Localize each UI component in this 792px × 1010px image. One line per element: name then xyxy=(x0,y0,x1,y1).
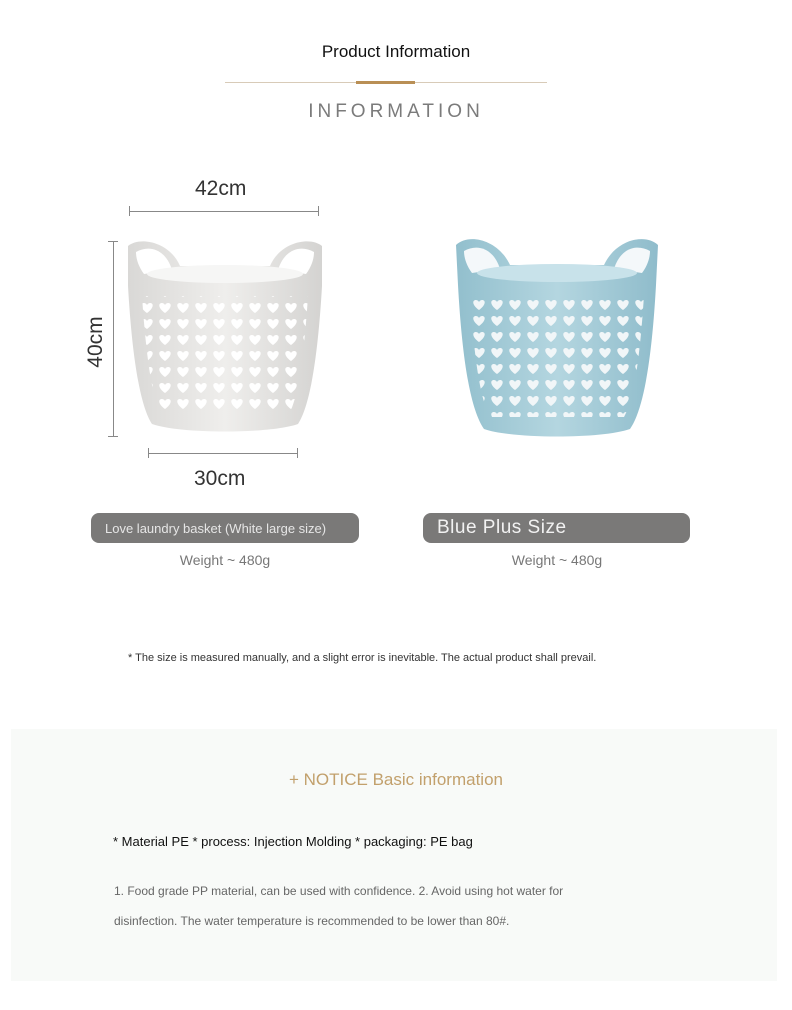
section-subtitle: INFORMATION xyxy=(308,101,484,122)
bottom-width-tick-right xyxy=(297,448,298,458)
size-disclaimer: * The size is measured manually, and a slight error is inevitable. The actual product shall prevail. xyxy=(128,652,597,664)
weight-white: Weight ~ 480g xyxy=(179,552,271,568)
notice-panel xyxy=(11,729,777,981)
bottom-width-line xyxy=(148,453,297,454)
product-name-white: Love laundry basket (White large size) xyxy=(91,513,359,543)
title-divider-accent xyxy=(356,81,415,84)
blue-basket-image xyxy=(452,233,662,439)
bottom-width-tick-left xyxy=(148,448,149,458)
height-line xyxy=(113,241,114,437)
height-label: 40cm xyxy=(84,316,107,368)
height-tick-top xyxy=(108,241,118,242)
notice-title: + NOTICE Basic information xyxy=(289,770,503,789)
top-width-label: 42cm xyxy=(195,177,247,200)
top-width-line xyxy=(129,211,319,212)
height-tick-bottom xyxy=(108,436,118,437)
white-basket-image xyxy=(120,236,330,436)
top-width-tick-right xyxy=(318,206,319,216)
top-width-tick-left xyxy=(129,206,130,216)
product-specs: * Material PE * process: Injection Molding * packaging: PE bag xyxy=(113,834,473,849)
product-description: 1. Food grade PP material, can be used with confidence. 2. Avoid using hot water for disinfection. The water temperature is recommended to be lower than 80#. xyxy=(114,884,564,928)
product-name-blue: Blue Plus Size xyxy=(423,513,690,543)
bottom-width-label: 30cm xyxy=(194,467,246,490)
weight-blue: Weight ~ 480g xyxy=(511,552,603,568)
page-title: Product Information xyxy=(321,42,471,61)
